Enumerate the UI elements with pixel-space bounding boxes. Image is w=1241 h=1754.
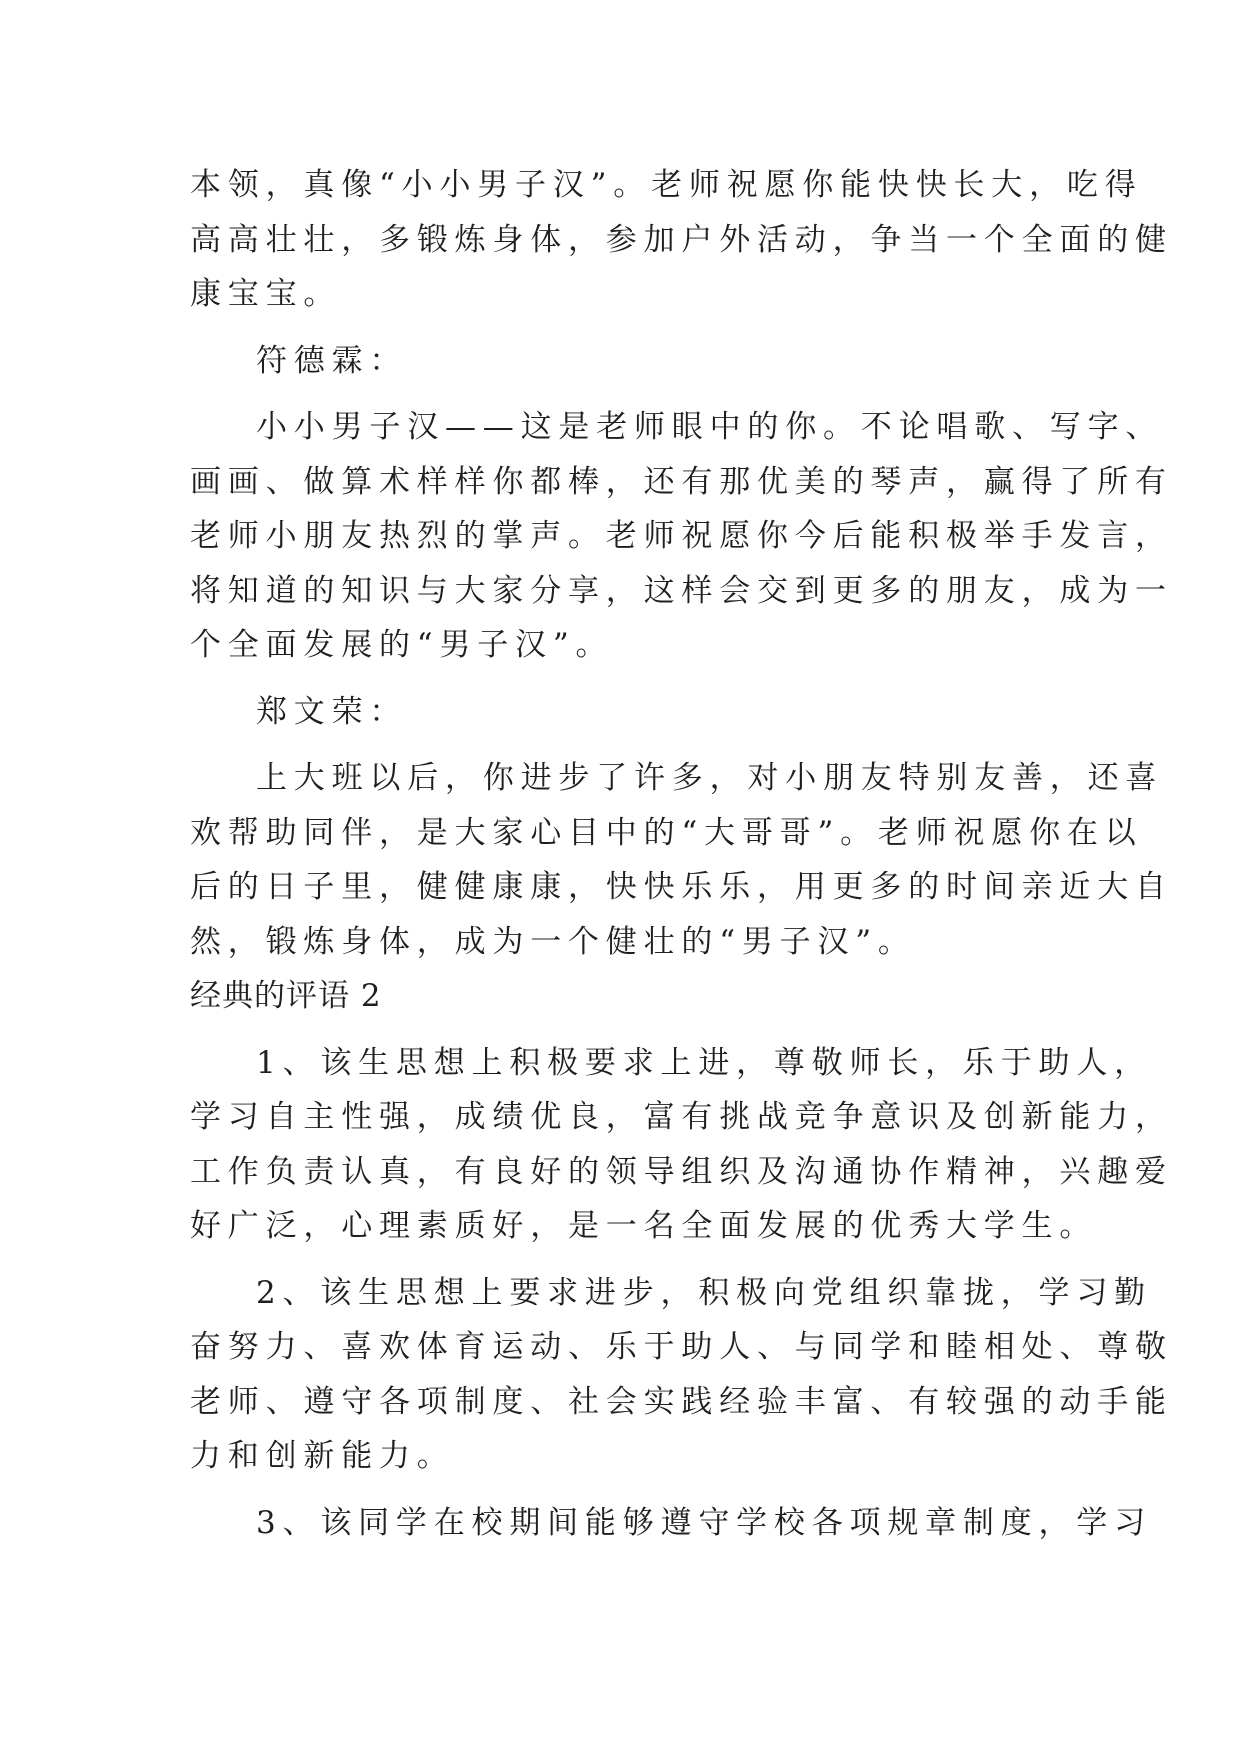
numbered-paragraph [190, 1266, 1173, 1484]
student-name: 符德霖： [256, 342, 408, 379]
document-body [190, 158, 1173, 1550]
student-name: 郑文荣： [256, 693, 408, 730]
paragraph-spacer [190, 739, 1060, 751]
paragraph-spacer [190, 1484, 1060, 1496]
text-line: 力和创新能力。 [190, 1438, 455, 1474]
text-line: 欢帮助同伴，是大家心目中的“大哥哥”。老师祝愿你在以 [190, 814, 1143, 851]
text-line: 学习自主性强，成绩优良，富有挑战竞争意识及创新能力， [190, 1099, 1173, 1135]
text-line: 上大班以后，你进步了许多，对小朋友特别友善，还喜 [256, 760, 1164, 796]
paragraph-spacer [190, 1254, 1060, 1266]
paragraph-spacer [190, 388, 1060, 400]
comment-paragraph [190, 400, 1173, 673]
text-line: 然，锻炼身体，成为一个健壮的“男子汉”。 [190, 923, 916, 960]
paragraph-spacer [190, 1024, 1060, 1036]
numbered-paragraph [190, 1036, 1173, 1254]
text-line: 老师、遵守各项制度、社会实践经验丰富、有较强的动手能 [190, 1383, 1173, 1420]
text-line: 将知道的知识与大家分享，这样会交到更多的朋友，成为一 [190, 572, 1173, 609]
text-line: 高高壮壮，多锻炼身体，参加户外活动，争当一个全面的健 [190, 221, 1173, 258]
numbered-paragraph [190, 1496, 1152, 1551]
text-line: 康宝宝。 [190, 276, 342, 312]
text-line: 1、该生思想上积极要求上进，尊敬师长，乐于助人， [256, 1044, 1152, 1081]
section-heading: 经典的评语 2 [190, 978, 382, 1014]
comment-paragraph [190, 751, 1173, 969]
text-line: 2、该生思想上要求进步，积极向党组织靠拢，学习勤 [256, 1274, 1152, 1311]
text-line: 个全面发展的“男子汉”。 [190, 627, 614, 663]
text-line: 本领，真像“小小男子汉”。老师祝愿你能快快长大，吃得 [190, 167, 1143, 203]
paragraph-continuation [190, 158, 1173, 322]
text-line: 奋努力、喜欢体育运动、乐于助人、与同学和睦相处、尊敬 [190, 1329, 1173, 1365]
paragraph-spacer [190, 322, 1060, 334]
text-line: 3、该同学在校期间能够遵守学校各项规章制度，学习 [256, 1504, 1152, 1541]
text-line: 后的日子里，健健康康，快快乐乐，用更多的时间亲近大自 [190, 869, 1173, 905]
paragraph-spacer [190, 673, 1060, 685]
text-line: 好广泛，心理素质好，是一名全面发展的优秀大学生。 [190, 1208, 1098, 1244]
text-line: 工作负责认真，有良好的领导组织及沟通协作精神，兴趣爱 [190, 1153, 1173, 1190]
text-line: 小小男子汉——这是老师眼中的你。不论唱歌、写字、 [256, 409, 1164, 445]
text-line: 老师小朋友热烈的掌声。老师祝愿你今后能积极举手发言， [190, 518, 1173, 554]
text-line: 画画、做算术样样你都棒，还有那优美的琴声，赢得了所有 [190, 463, 1173, 500]
